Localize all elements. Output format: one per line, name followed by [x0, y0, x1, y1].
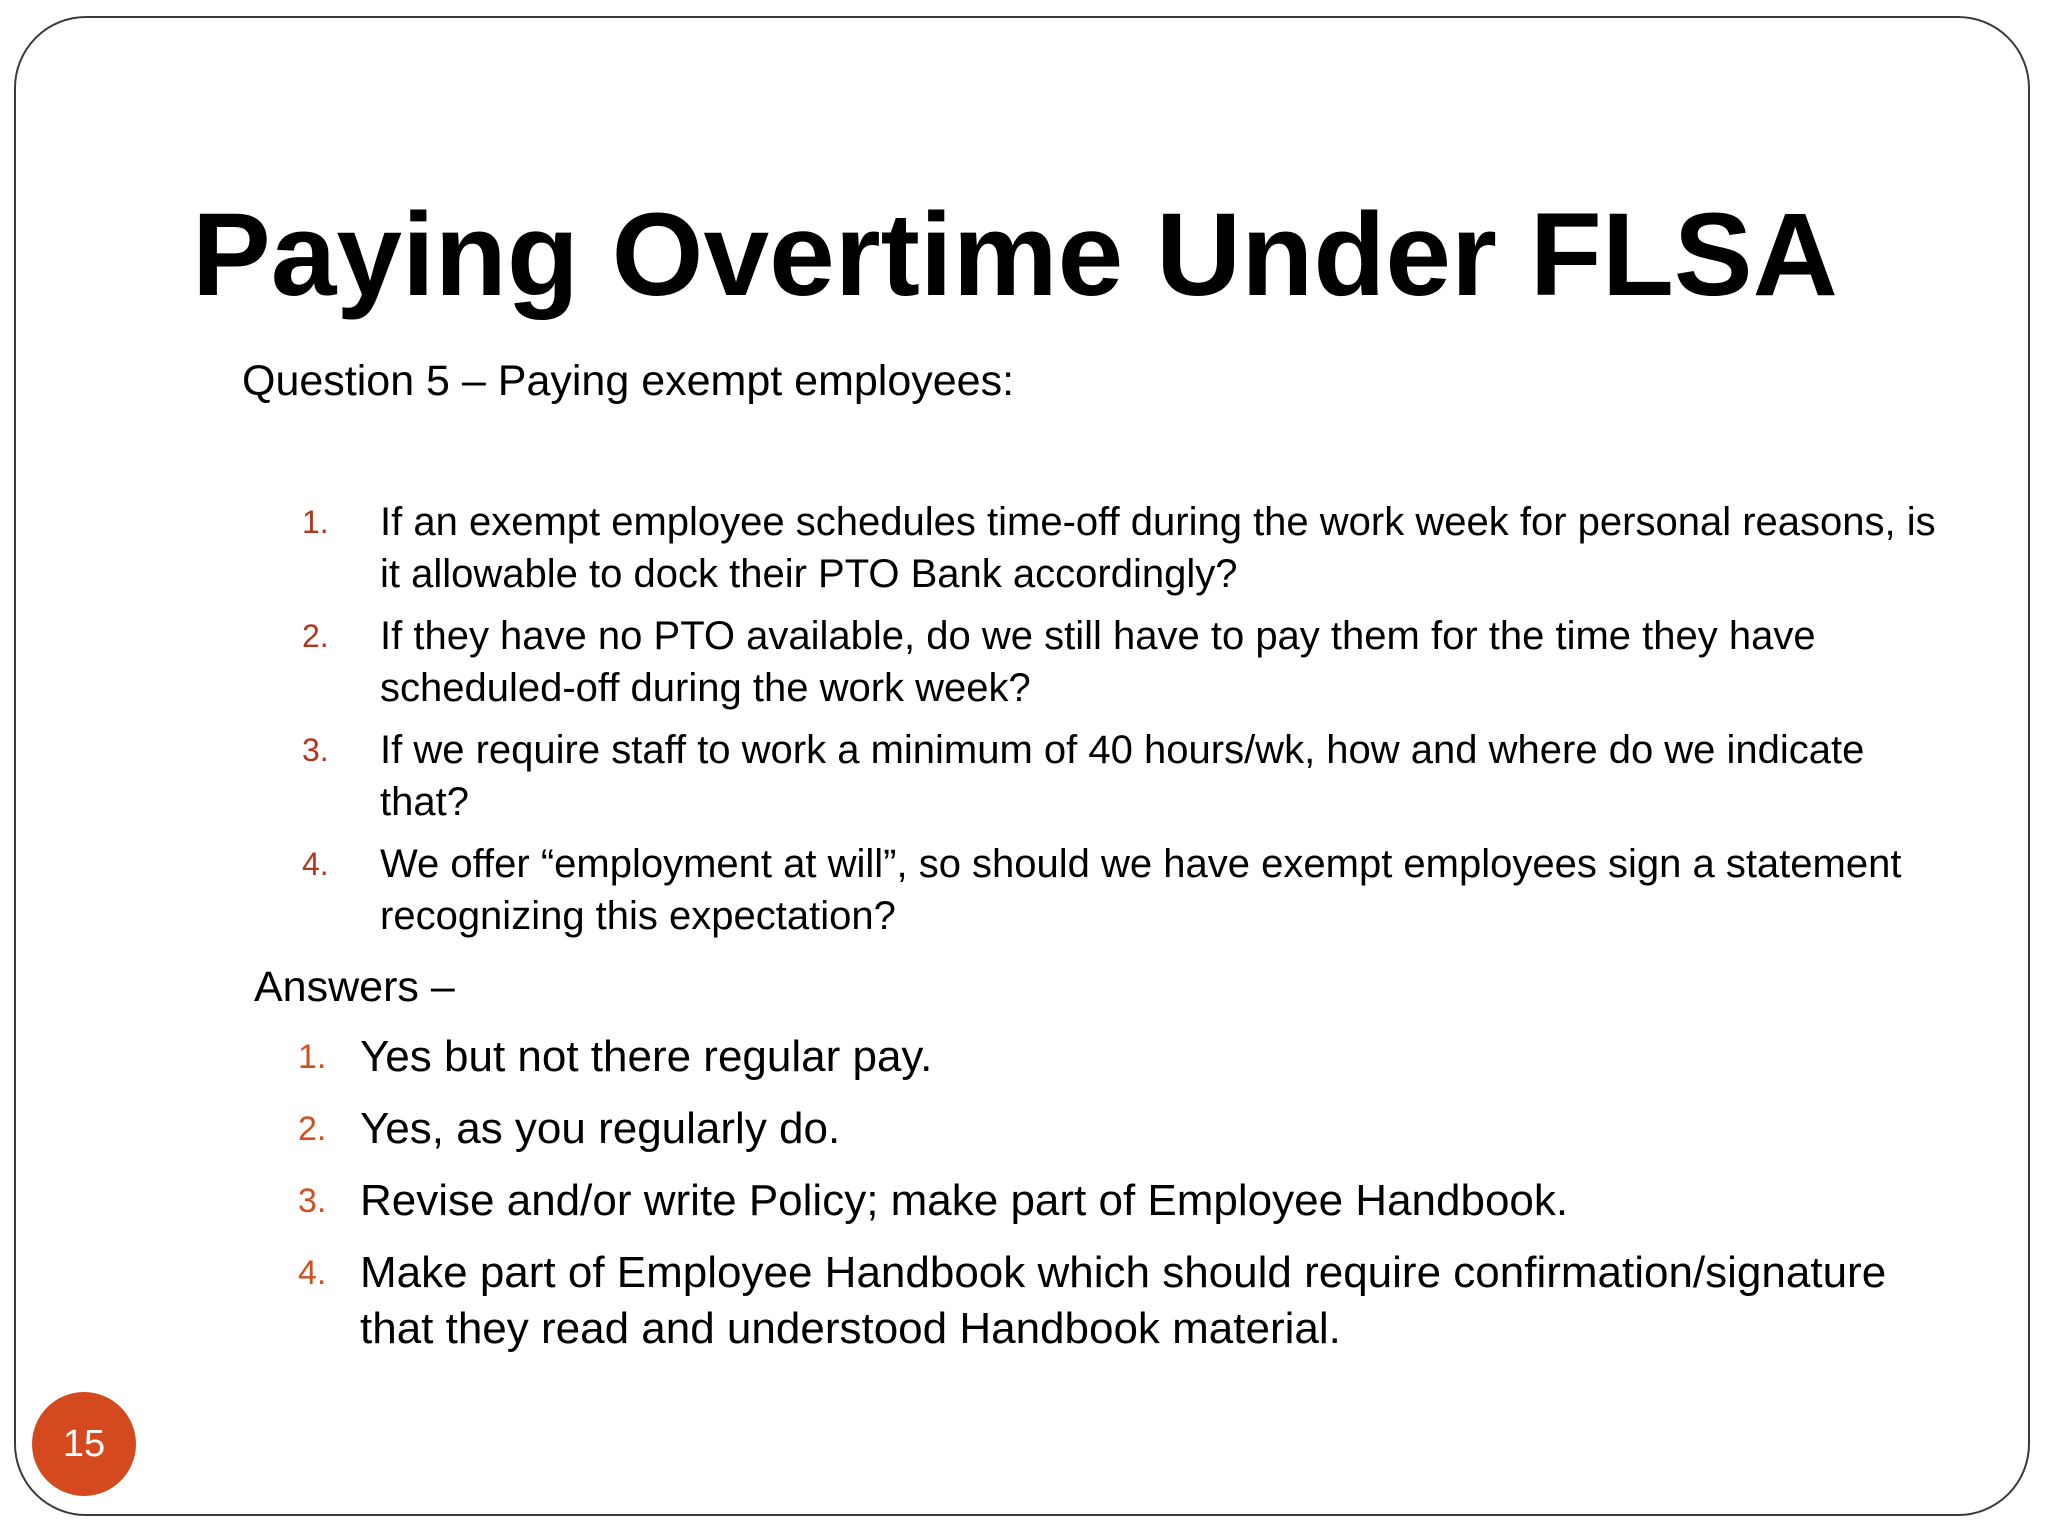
question-number: 2. [302, 618, 329, 654]
answer-list [298, 1029, 1958, 1373]
answer-item [298, 1173, 1958, 1229]
question-item [302, 838, 1942, 942]
answers-heading: Answers – [254, 963, 455, 1011]
question-text: If they have no PTO available, do we still have to pay them for the time they have scheduled-off during the work week? [380, 614, 1816, 710]
slide-frame [14, 16, 2030, 1516]
question-number: 4. [302, 846, 329, 882]
question-item [302, 610, 1942, 714]
answer-item [298, 1245, 1958, 1357]
slide-title: Paying Overtime Under FLSA [192, 189, 1838, 321]
question-number: 3. [302, 732, 329, 768]
answer-number: 3. [298, 1182, 327, 1220]
answer-text: Revise and/or write Policy; make part of Employee Handbook. [360, 1176, 1569, 1225]
question-number: 1. [302, 504, 329, 540]
question-text: If we require staff to work a minimum of 40 hours/wk, how and where do we indicate that? [380, 728, 1865, 824]
answer-text: Yes but not there regular pay. [360, 1032, 933, 1081]
answer-number: 1. [298, 1038, 327, 1076]
answer-number: 2. [298, 1110, 327, 1148]
question-heading: Question 5 – Paying exempt employees: [242, 357, 1015, 405]
answer-text: Make part of Employee Handbook which should require confirmation/signature that they read and understood Handbook material. [360, 1248, 1887, 1353]
question-item [302, 496, 1942, 600]
answer-text: Yes, as you regularly do. [360, 1104, 841, 1153]
page-number-badge: 15 [32, 1392, 136, 1496]
answer-number: 4. [298, 1254, 327, 1292]
question-text: We offer “employment at will”, so should we have exempt employees sign a statement recognizing this expectation? [380, 842, 1902, 938]
answer-item [298, 1029, 1958, 1085]
question-list [302, 496, 1942, 952]
question-text: If an exempt employee schedules time-off during the work week for personal reasons, is it allowable to dock their PTO Bank accordingly? [380, 500, 1936, 596]
answer-item [298, 1101, 1958, 1157]
question-item [302, 724, 1942, 828]
